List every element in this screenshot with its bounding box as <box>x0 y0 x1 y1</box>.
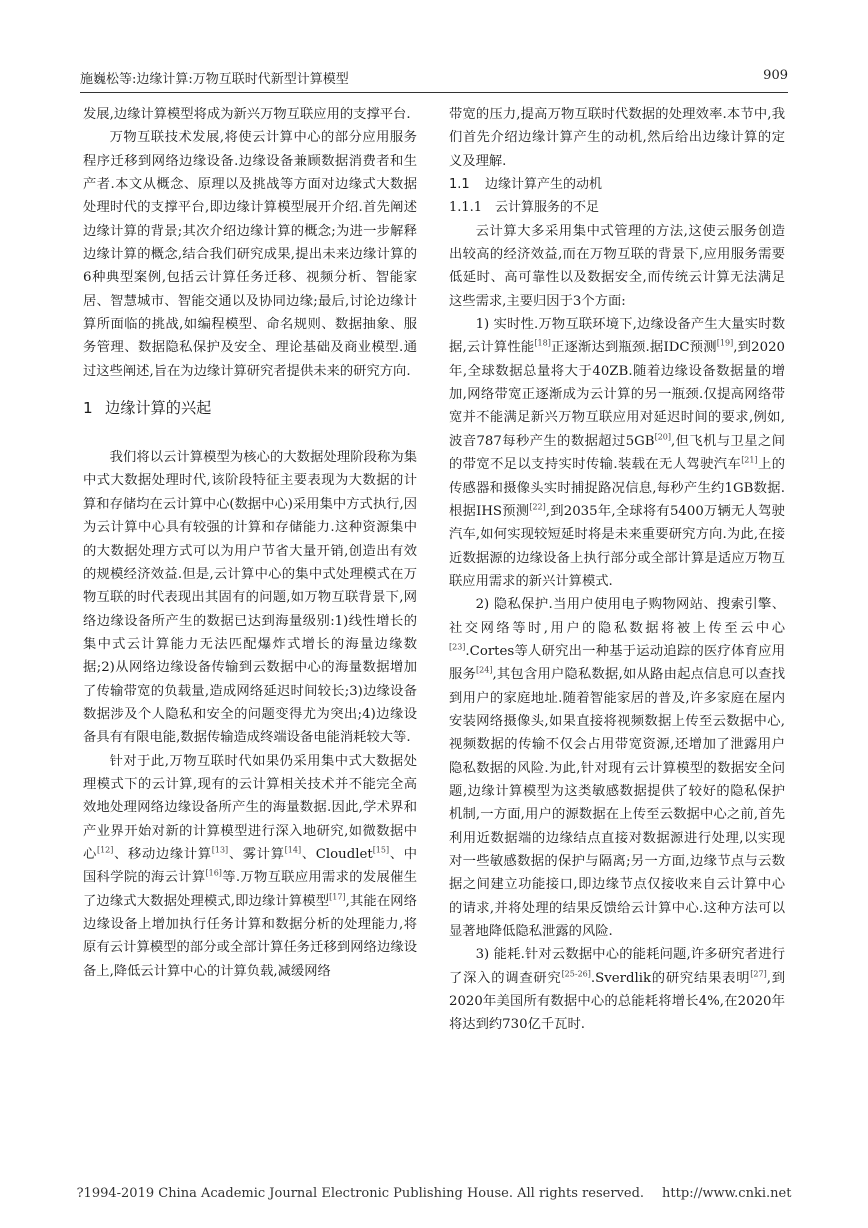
text-run: ,其能在网络边缘设备上增加执行任务计算和数据分析的处理能力,将原有云计算模型的部分或全部计算任务迁移到网络边缘设备上,降低云计算中心的计算负载,减缓网络 <box>83 893 417 979</box>
citation[interactable]: [22] <box>529 502 546 512</box>
header-rule <box>80 92 788 93</box>
citation[interactable]: [25-26] <box>561 969 591 979</box>
section-title: 边缘计算的兴起 <box>105 399 212 418</box>
copyright-text: ?1994-2019 China Academic Journal Electronic Publishing House. All rights reserved. <box>76 1186 645 1201</box>
paragraph <box>449 313 785 593</box>
citation[interactable]: [17] <box>329 892 346 902</box>
text-run: ,其包含用户隐私数据,如从路由起点信息可以查找到用户的家庭地址.随着智能家居的普及,许多家庭在屋内安装网络摄像头,如果直接将视频数据上传至云数据中心,视频数据的传输不仅会占用带宽资源,还增加了泄露用户隐私数据的风险.为此,针对现有云计算模型的数据安全问题,边缘计算模型为这类敏感数据提供了较好的隐私保护机制,一方面,用户的源数据在上传至云数据中心之前,首先利用近数据端的边缘结点直接对数据源进行处理,以实现对一些敏感数据的保护与隔离;另一方面,边缘节点与云数据之间建立功能接口,即边缘节点仅接收来自云计算中心的请求,并将处理的结果反馈给云计算中心.这种方法可以显著地降低隐私泄露的风险. <box>449 667 786 940</box>
text-run: 3) 能耗.针对云数据中心的能耗问题,许多研究者进行了深入的调查研究 <box>449 947 785 986</box>
text-run: ,到2020年,全球数据总量将大于40ZB.随着边缘设备数据量的增加,网络带宽正逐渐成为云计算的另一瓶颈.仅提高网络带宽并不能满足新兴万物互联应用对延迟时间的要求,例如,波音787每秒产生的数据超过5GB <box>449 340 785 449</box>
text-run: 1) 实时性.万物互联环境下,边缘设备产生大量实时数据,云计算性能 <box>449 317 785 356</box>
text-run: .Cortes等人研究出一种基于运动追踪的医疗体育应用服务 <box>449 643 785 683</box>
citation[interactable]: [19] <box>716 339 734 349</box>
subsection-title: 边缘计算产生的动机 <box>485 177 603 193</box>
text-run: ,到2035年,全球将有5400万辆无人驾驶汽车,如何实现较短延时将是未来重要研究方向.为此,在接近数据源的边缘设备上执行部分或全部计算是适应万物互联应用需求的新兴计算模式. <box>449 503 785 589</box>
paragraph: 云计算大多采用集中式管理的方法,这使云服务创造出较高的经济效益,而在万物互联的背景下,应用服务需要低延时、高可靠性以及数据安全,而传统云计算无法满足这些需求,主要归因于3个方面: <box>449 223 785 309</box>
text-run: .Sverdlik的研究结果表明 <box>590 970 751 986</box>
citation[interactable]: [21] <box>741 455 758 465</box>
text-run: ,但飞机与卫星之间的带宽不足以支持实时传输.装载在无人驾驶汽车 <box>449 433 786 473</box>
text-run: 2) 隐私保护.当用户使用电子购物网站、搜索引擎、社交网络等时,用户的隐私数据将被上传至云中心 <box>449 597 785 636</box>
citation[interactable]: [15] <box>372 845 390 855</box>
text-run: 、雾计算 <box>228 846 285 862</box>
citation[interactable]: [18] <box>534 339 551 349</box>
citation[interactable]: [20] <box>654 432 672 442</box>
subsubsection-heading <box>449 196 785 219</box>
paragraph <box>449 943 785 1036</box>
section-heading <box>83 397 417 420</box>
citation[interactable]: [16] <box>205 868 222 878</box>
section-number: 1 <box>83 399 93 418</box>
text-run: 、中国科学院的海云计算 <box>83 846 418 886</box>
paragraph <box>83 750 417 983</box>
text-run: 正逐渐达到瓶颈.据IDC预测 <box>550 340 717 356</box>
text-run: 、Cloudlet <box>301 846 373 862</box>
citation[interactable]: [13] <box>211 845 229 855</box>
subsection-heading <box>449 173 785 196</box>
text-run: 针对于此,万物互联时代如果仍采用集中式大数据处理模式下的云计算,现有的云计算相关技术并不能完全高效地处理网络边缘设备所产生的海量数据.因此,学术界和产业界开始对新的计算模型进行深入地研究,如微数据中心 <box>83 753 417 862</box>
subsubsection-number: 1.1.1 <box>449 200 483 216</box>
text-run: 、移动边缘计算 <box>113 846 212 862</box>
left-column <box>83 103 417 983</box>
citation[interactable]: [27] <box>750 969 767 979</box>
subsection-number: 1.1 <box>449 177 470 193</box>
citation[interactable]: [23] <box>449 642 466 652</box>
cnki-link[interactable]: http://www.cnki.net <box>662 1186 792 1201</box>
copyright-footer <box>0 1186 868 1201</box>
paragraph: 带宽的压力,提高万物互联时代数据的处理效率.本节中,我们首先介绍边缘计算产生的动机,然后给出边缘计算的定义及理解. <box>449 107 785 169</box>
text-run: 等.万物互联应用需求的发展催生了边缘式大数据处理模式,即边缘计算模型 <box>83 870 418 909</box>
citation[interactable]: [12] <box>96 845 114 855</box>
citation[interactable]: [14] <box>284 845 302 855</box>
paragraph: 我们将以云计算模型为核心的大数据处理阶段称为集中式大数据处理时代,该阶段特征主要表现为大数据的计算和存储均在云计算中心(数据中心)采用集中方式执行,因为云计算中心具有较强的计算和存储能力.这种资源集中的大数据处理方式可以为用户节省大量开销,创造出有效的规模经济效益.但是,云计算中心的集中式处理模式在万物互联的时代表现出其固有的问题,如万物互联背景下,网络边缘设备所产生的数据已达到海量级别:1)线性增长的集中式云计算能力无法匹配爆炸式增长的海量边缘数据;2)从网络边缘设备传输到云数据中心的海量数据增加了传输带宽的负载量,造成网络延迟时间较长;3)边缘设备数据涉及个人隐私和安全的问题变得尤为突出;4)边缘设备具有有限电能,数据传输造成终端设备电能消耗较大等. <box>83 450 417 746</box>
text-run: ,到2020年美国所有数据中心的总能耗将增长4%,在2020年将达到约730亿千瓦时. <box>449 970 785 1033</box>
running-title: 施巍松等:边缘计算:万物互联时代新型计算模型 <box>80 72 349 87</box>
right-column <box>449 103 785 1037</box>
subsubsection-title: 云计算服务的不足 <box>495 200 600 216</box>
text-run: 上的传感器和摄像头实时捕捉路况信息,每秒产生约1GB数据.根据IHS预测 <box>449 457 785 519</box>
paragraph: 万物互联技术发展,将使云计算中心的部分应用服务程序迁移到网络边缘设备.边缘设备兼顾数据消费者和生产者.本文从概念、原理以及挑战等方面对边缘式大数据处理时代的支撑平台,即边缘计算模型展开介绍.首先阐述边缘计算的背景;其次介绍边缘计算的概念;为进一步解释边缘计算的概念,结合我们研究成果,提出未来边缘计算的6种典型案例,包括云计算任务迁移、视频分析、智能家居、智慧城市、智能交通以及协同边缘;最后,讨论边缘计算所面临的挑战,如编程模型、命名规则、数据抽象、服务管理、数据隐私保护及安全、理论基础及商业模型.通过这些阐述,旨在为边缘计算研究者提供未来的研究方向. <box>83 130 417 379</box>
paragraph <box>449 593 785 943</box>
paragraph: 发展,边缘计算模型将成为新兴万物互联应用的支撑平台. <box>83 107 411 122</box>
page-number: 909 <box>763 68 788 83</box>
citation[interactable]: [24] <box>476 665 493 675</box>
